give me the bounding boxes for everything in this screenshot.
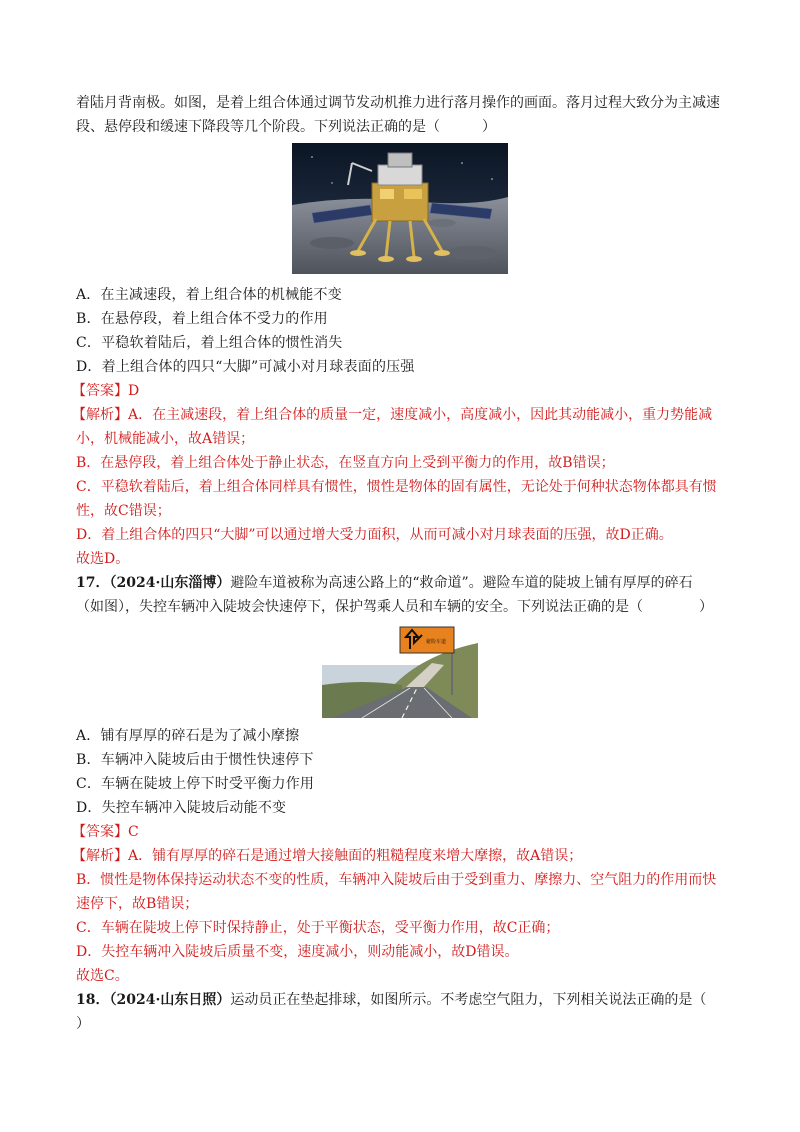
q17-analysis-line-2: B．惯性是物体保持运动状态不变的性质，车辆冲入陡坡后由于受到重力、摩擦力、空气阻力的作用而快	[76, 872, 717, 888]
q16-answer-tag: 【答案】	[72, 383, 128, 399]
q16-analysis-line-3: B．在悬停段，着上组合体处于静止状态，在竖直方向上受到平衡力的作用，故B错误；	[76, 455, 615, 471]
q16-analysis-line-2: 小，机械能减小，故A错误；	[76, 431, 255, 447]
q16-option-d: D．着上组合体的四只“大脚”可减小对月球表面的压强	[76, 359, 415, 375]
q16-analysis-line-1	[72, 405, 722, 425]
q18-source: （2024·山东日照）	[109, 992, 231, 1008]
q17-answer-value: C	[128, 824, 139, 840]
q17-answer-tag: 【答案】	[72, 824, 128, 840]
q18-stem-line-2: ）	[76, 1016, 90, 1032]
q17-analysis-line-4: C．车辆在陡坡上停下时保持静止，处于平衡状态，受平衡力作用，故C正确；	[76, 920, 560, 936]
q17-stem-text-1: 避险车道被称为高速公路上的“救命道”。避险车道的陡坡上铺有厚厚的碎石	[230, 575, 693, 591]
q16-analysis-line-4: C．平稳软着陆后，着上组合体同样具有惯性，惯性是物体的固有属性，无论处于何种状态物体都具有惯	[76, 479, 717, 495]
q17-stem-line-1	[76, 573, 726, 593]
q18-stem-line-1	[76, 990, 726, 1010]
escape-ramp-sign-text: 避险车道	[426, 639, 447, 645]
q16-analysis-line-5: 性，故C错误；	[76, 503, 171, 519]
q17-analysis-line-3: 速停下，故B错误；	[76, 896, 199, 912]
q16-intro-line-2: 段、悬停段和缓速下降段等几个阶段。下列说法正确的是（ ）	[76, 119, 496, 135]
q16-intro-line-1: 着陆月背南极。如图，是着上组合体通过调节发动机推力进行落月操作的画面。落月过程大致分为主减速	[76, 95, 720, 111]
q16-option-a: A．在主减速段，着上组合体的机械能不变	[76, 287, 342, 303]
q17-analysis-line-1	[72, 846, 722, 866]
q16-answer-value: D	[128, 383, 140, 399]
q17-analysis-line-5: D．失控车辆冲入陡坡后质量不变，速度减小，则动能减小，故D错误。	[76, 944, 519, 960]
q16-option-c: C．平稳软着陆后，着上组合体的惯性消失	[76, 335, 343, 351]
q17-analysis-tag: 【解析】	[72, 848, 128, 864]
q17-analysis-text-1: A．铺有厚厚的碎石是通过增大接触面的粗糙程度来增大摩擦，故A错误；	[128, 848, 583, 864]
q17-option-c: C．车辆在陡坡上停下时受平衡力作用	[76, 776, 315, 792]
q17-source: （2024·山东淄博）	[109, 575, 231, 591]
q17-number: 17．	[76, 575, 110, 591]
q16-analysis-text-1: A．在主减速段，着上组合体的质量一定，速度减小，高度减小，因此其动能减小，重力势能减	[128, 407, 713, 423]
q17-option-a: A．铺有厚厚的碎石是为了减小摩擦	[76, 728, 300, 744]
q17-stem-line-2: （如图），失控车辆冲入陡坡会快速停下，保护驾乘人员和车辆的安全。下列说法正确的是（ ）	[76, 599, 713, 615]
q18-stem-text-1: 运动员正在垫起排球，如图所示。不考虑空气阻力，下列相关说法正确的是（	[230, 992, 707, 1008]
q17-answer	[72, 822, 722, 842]
q17-analysis-line-6: 故选C。	[76, 968, 129, 984]
q16-analysis-line-7: 故选D。	[76, 551, 130, 567]
q16-option-b: B．在悬停段，着上组合体不受力的作用	[76, 311, 328, 327]
escape-ramp-image	[322, 625, 478, 718]
q16-analysis-tag: 【解析】	[72, 407, 128, 423]
lunar-lander-image	[292, 143, 508, 274]
q17-option-b: B．车辆冲入陡坡后由于惯性快速停下	[76, 752, 314, 768]
q17-option-d: D．失控车辆冲入陡坡后动能不变	[76, 800, 287, 816]
q16-analysis-line-6: D．着上组合体的四只“大脚”可以通过增大受力面积，从而可减小对月球表面的压强，故D正确。	[76, 527, 673, 543]
q18-number: 18．	[76, 992, 110, 1008]
q16-answer	[72, 381, 722, 401]
